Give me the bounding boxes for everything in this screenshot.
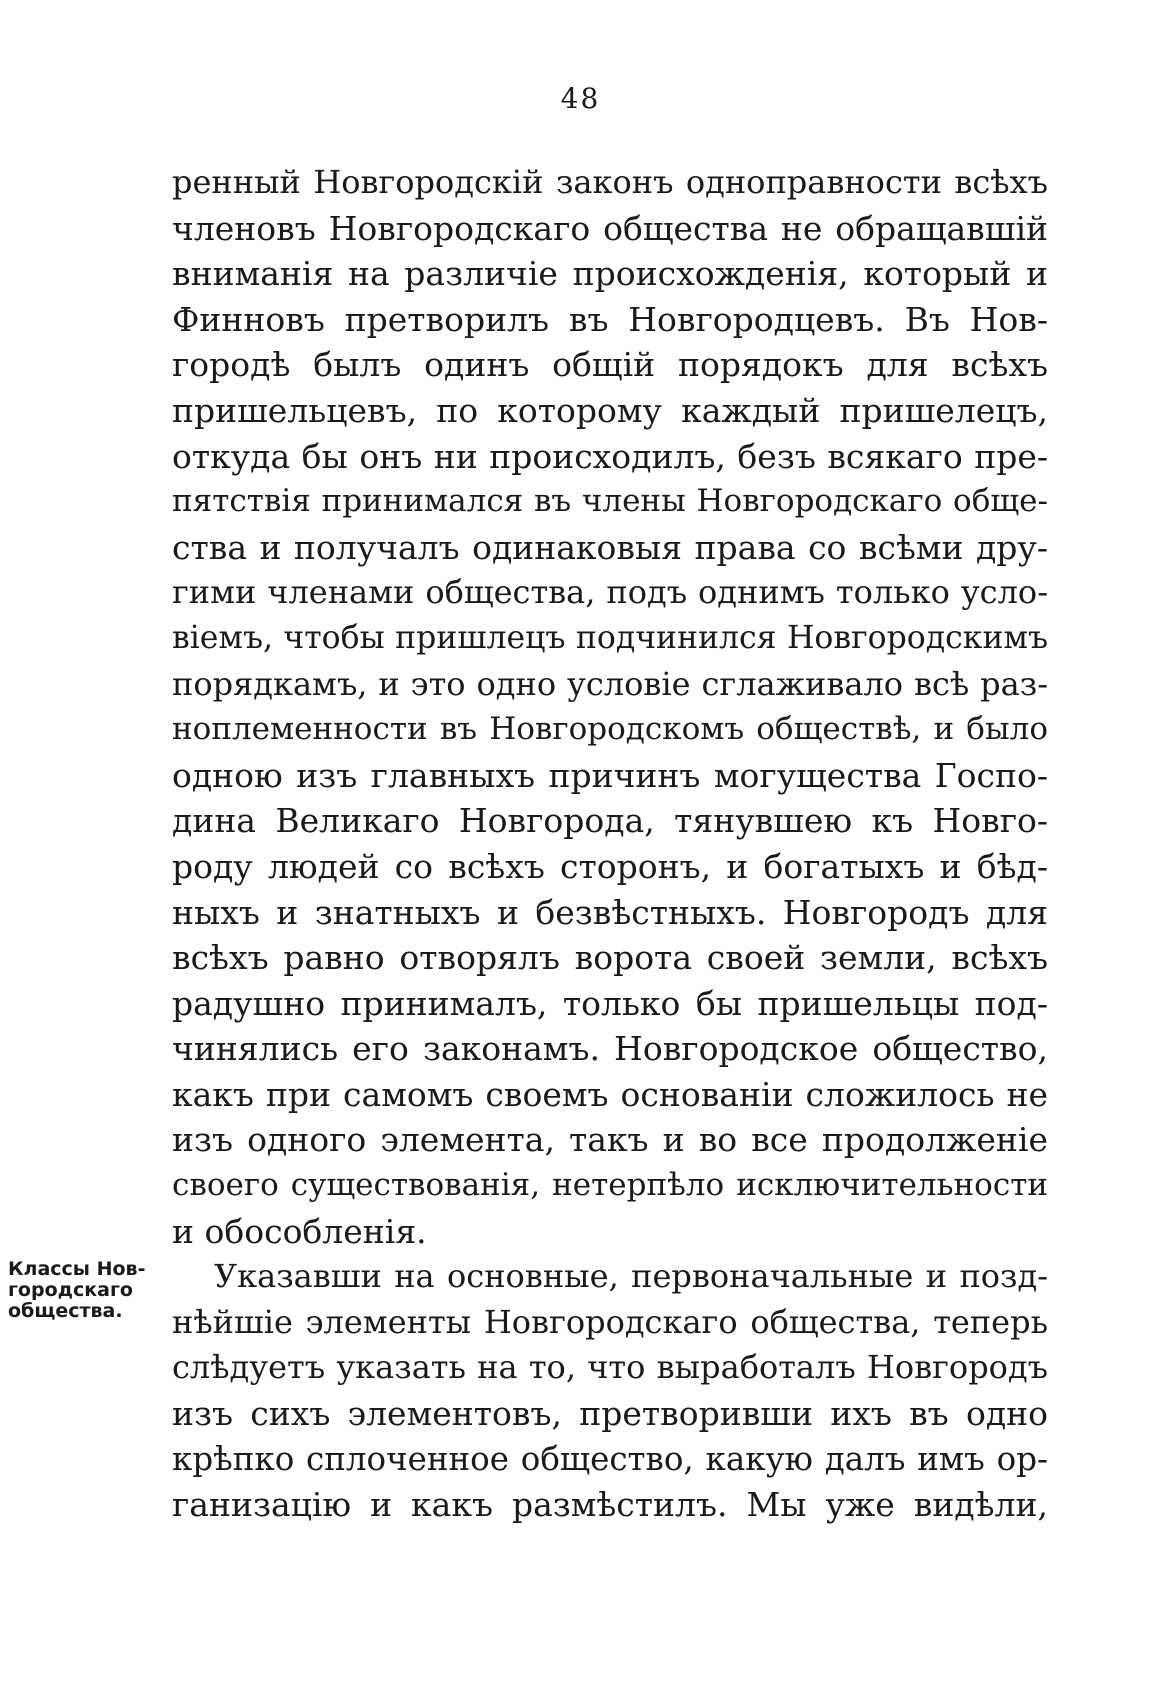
text-line: ныхъ и знатныхъ и безвѣстныхъ. Новгородъ для (172, 892, 1048, 932)
page-number: 48 (560, 82, 601, 115)
text-line: слѣдуетъ указать на то, что выработалъ Новгородъ (172, 1348, 1048, 1387)
text-line: віемъ, чтобы пришлецъ подчинился Новгородскимъ (172, 619, 1048, 656)
text-line: своего существованія, нетерпѣло исключительности (172, 1167, 1048, 1204)
text-line: радушно принималъ, только бы пришельцы под- (172, 983, 1048, 1023)
text-line: всѣхъ равно отворялъ ворота своей земли, всѣхъ (172, 938, 1048, 978)
text-line: пришельцевъ, по которому каждый пришелецъ, (172, 390, 1048, 430)
text-line: гими членами общества, подъ однимъ только усло- (172, 573, 1048, 612)
text-line: Указавши на основные, первоначальные и позд- (214, 1257, 1048, 1296)
body-text (172, 160, 1048, 1528)
text-line: нѣйшіе элементы Новгородскаго общества, теперь (172, 1302, 1048, 1341)
margin-note (8, 1259, 168, 1322)
text-line: вниманія на различіе происхожденія, который и (172, 254, 1048, 294)
text-line: ства и получалъ одинаковыя права со всѣми дру- (172, 527, 1048, 567)
text-line: дина Великаго Новгорода, тянувшею къ Новго- (172, 801, 1048, 841)
text-line: ренный Новгородскій законъ одноправности всѣхъ (172, 163, 1048, 201)
text-line: роду людей со всѣхъ сторонъ, и богатыхъ и бѣд- (172, 846, 1048, 886)
margin-note-line: городскаго (8, 1279, 133, 1301)
text-line: и обособленія. (172, 1211, 427, 1251)
text-line: одною изъ главныхъ причинъ могущества Госпо- (172, 755, 1048, 795)
text-line: ганизацію и какъ размѣстилъ. Мы уже видѣли, (172, 1485, 1048, 1525)
text-line: крѣпко сплоченное общество, какую далъ имъ ор- (172, 1439, 1048, 1478)
text-line: изъ одного элемента, такъ и во все продолженіе (172, 1120, 1048, 1160)
margin-note-line: Классы Нов- (8, 1258, 146, 1280)
text-line: членовъ Новгородскаго общества не обращавшій (172, 208, 1048, 248)
text-line: какъ при самомъ своемъ основаніи сложилось не (172, 1074, 1048, 1114)
text-line: чинялись его законамъ. Новгородское общество, (172, 1029, 1048, 1069)
margin-note-line: общества. (8, 1300, 123, 1322)
text-line: порядкамъ, и это одно условіе сглаживало всѣ раз- (172, 664, 1048, 703)
text-line: пятствія принимался въ члены Новгородскаго обще- (172, 483, 1048, 520)
text-line: откуда бы онъ ни происходилъ, безъ всякаго пре- (172, 436, 1048, 476)
text-line: городѣ былъ одинъ общій порядокъ для всѣхъ (172, 345, 1048, 385)
text-line: ноплеменности въ Новгородскомъ обществѣ, и было (172, 711, 1048, 748)
text-line: изъ сихъ элементовъ, претворивши ихъ въ одно (172, 1394, 1048, 1434)
text-line: Финновъ претворилъ въ Новгородцевъ. Въ Нов- (172, 299, 1048, 339)
